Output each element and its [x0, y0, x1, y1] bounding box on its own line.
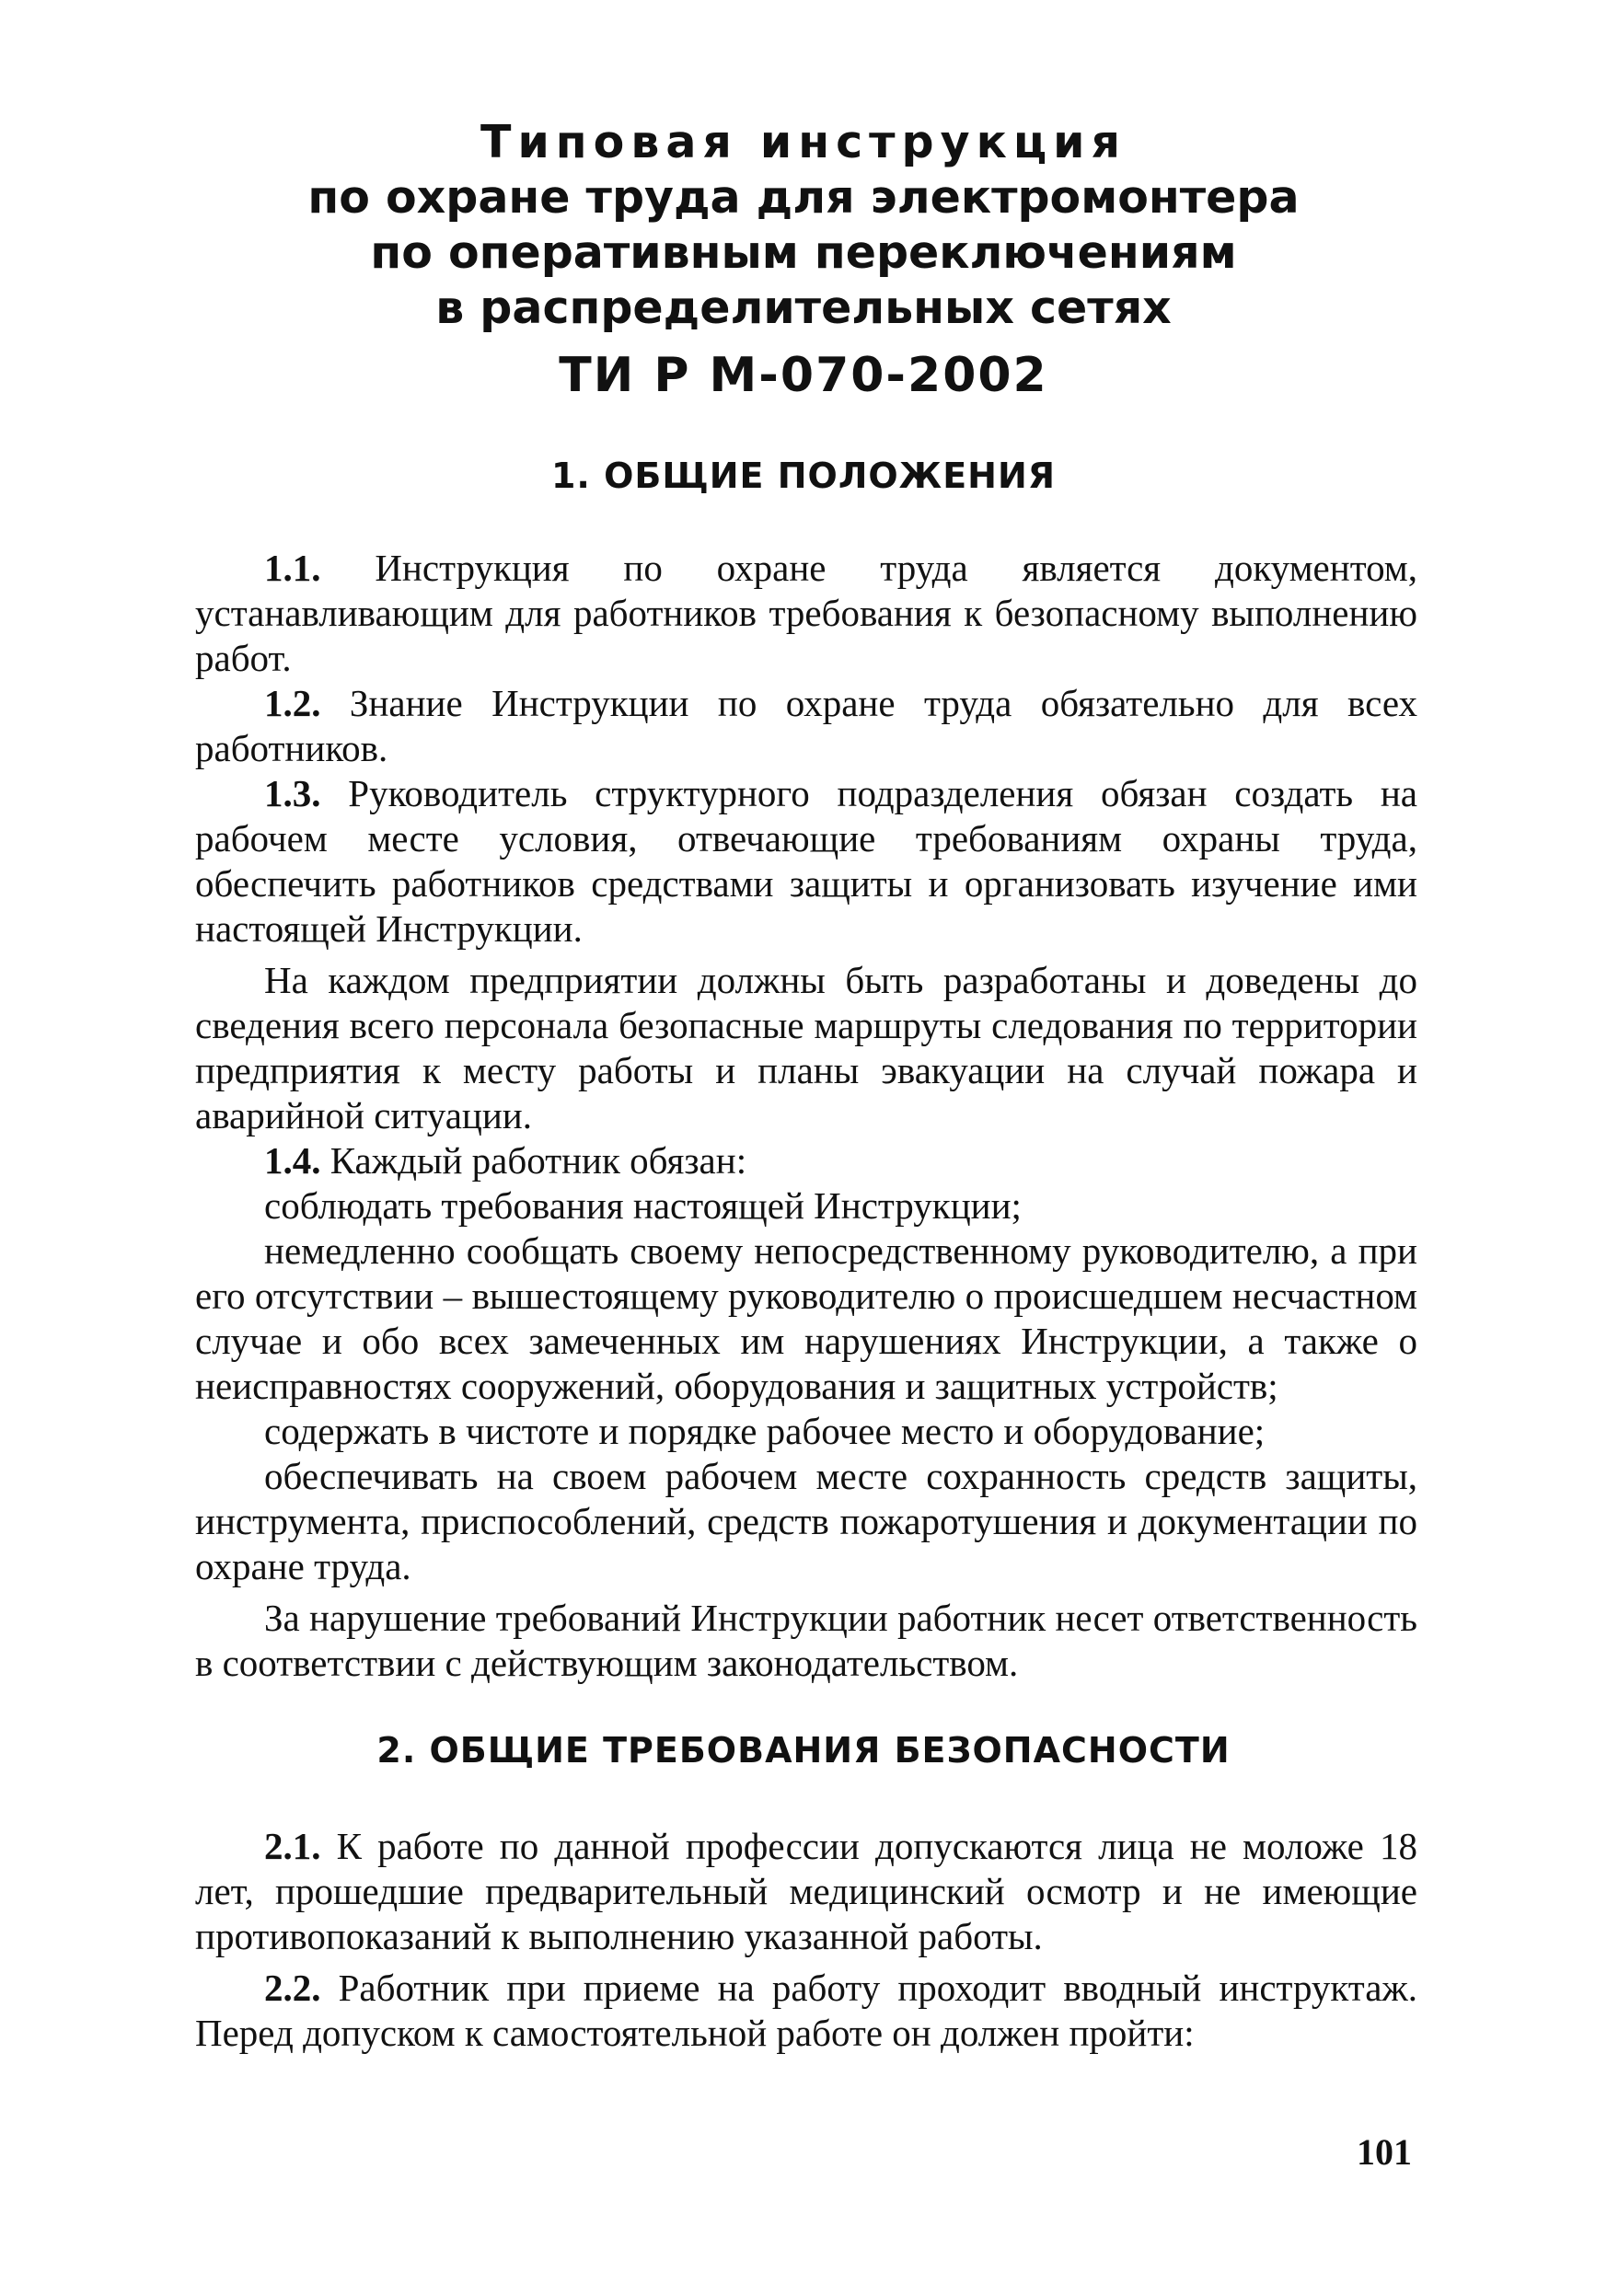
paragraph-text: Работник при приеме на работу проходит вводный инструктаж. Перед допуском к самостоятельной работе он должен пройти:	[195, 1967, 1417, 2054]
section-1-heading: 1. ОБЩИЕ ПОЛОЖЕНИЯ	[550, 456, 1057, 496]
paragraph	[195, 958, 1417, 1138]
paragraph-number: 2.1.	[264, 1825, 321, 1867]
paragraph	[195, 1596, 1417, 1686]
section-1-body	[195, 546, 1417, 1686]
paragraph-number: 2.2.	[264, 1967, 321, 2009]
paragraph	[195, 1966, 1417, 2056]
title-line-4: в распределительных сетях	[435, 282, 1172, 334]
title-line-2: по охране труда для электромонтера	[307, 171, 1300, 224]
title-line-3: по оперативным переключениям	[370, 226, 1237, 279]
paragraph-number: 1.4.	[264, 1139, 321, 1182]
paragraph-text: Инструкция по охране труда является документом, устанавливающим для работников требования к безопасному выполнению работ.	[195, 547, 1417, 679]
title-line-1: Типовая инструкция	[480, 116, 1127, 168]
page-number: 101	[1357, 2131, 1412, 2173]
paragraph	[195, 1824, 1417, 1959]
paragraph-text: На каждом предприятии должны быть разработаны и доведены до сведения всего персонала безопасные маршруты следования по территории предприятия к месту работы и планы эвакуации на случай пожара и аварийной ситуации.	[195, 959, 1417, 1136]
paragraph	[195, 546, 1417, 681]
paragraph	[195, 681, 1417, 771]
paragraph	[195, 1183, 1417, 1229]
paragraph-text: обеспечивать на своем рабочем месте сохранность средств защиты, инструмента, приспособлений, средств пожаротушения и документации по охране труда.	[195, 1455, 1417, 1587]
document-title	[184, 115, 1423, 336]
paragraph-number: 1.2.	[264, 682, 321, 724]
paragraph-text: К работе по данной профессии допускаются лица не моложе 18 лет, прошедшие предварительный медицинский осмотр и не имеющие противопоказаний к выполнению указанной работы.	[195, 1825, 1417, 1957]
paragraph	[195, 1454, 1417, 1589]
paragraph	[195, 771, 1417, 952]
paragraph	[195, 1229, 1417, 1409]
paragraph-text: Каждый работник обязан:	[320, 1139, 747, 1182]
paragraph	[195, 1138, 1417, 1183]
paragraph-text: немедленно сообщать своему непосредственному руководителю, а при его отсутствии – вышестоящему руководителю о происшедшем несчастном случае и обо всех замеченных им нарушениях Инструкции, а также о неисправностях сооружений, оборудования и защитных устройств;	[195, 1229, 1417, 1407]
section-2-heading: 2. ОБЩИЕ ТРЕБОВАНИЯ БЕЗОПАСНОСТИ	[376, 1730, 1231, 1771]
paragraph-text: За нарушение требований Инструкции работник несет ответственность в соответствии с действующим законодательством.	[195, 1597, 1417, 1684]
paragraph	[195, 1409, 1417, 1454]
paragraph-number: 1.3.	[264, 772, 321, 814]
paragraph-text: соблюдать требования настоящей Инструкции;	[264, 1184, 1022, 1227]
paragraph-number: 1.1.	[264, 547, 321, 589]
section-2-body	[195, 1824, 1417, 2056]
paragraph-text: Знание Инструкции по охране труда обязательно для всех работников.	[195, 682, 1417, 769]
document-code: ТИ Р М-070-2002	[559, 348, 1048, 403]
paragraph-text: содержать в чистоте и порядке рабочее место и оборудование;	[264, 1410, 1266, 1452]
paragraph-text: Руководитель структурного подразделения обязан создать на рабочем месте условия, отвечающие требованиям охраны труда, обеспечить работников средствами защиты и организовать изучение ими настоящей Инструкции.	[195, 772, 1417, 950]
